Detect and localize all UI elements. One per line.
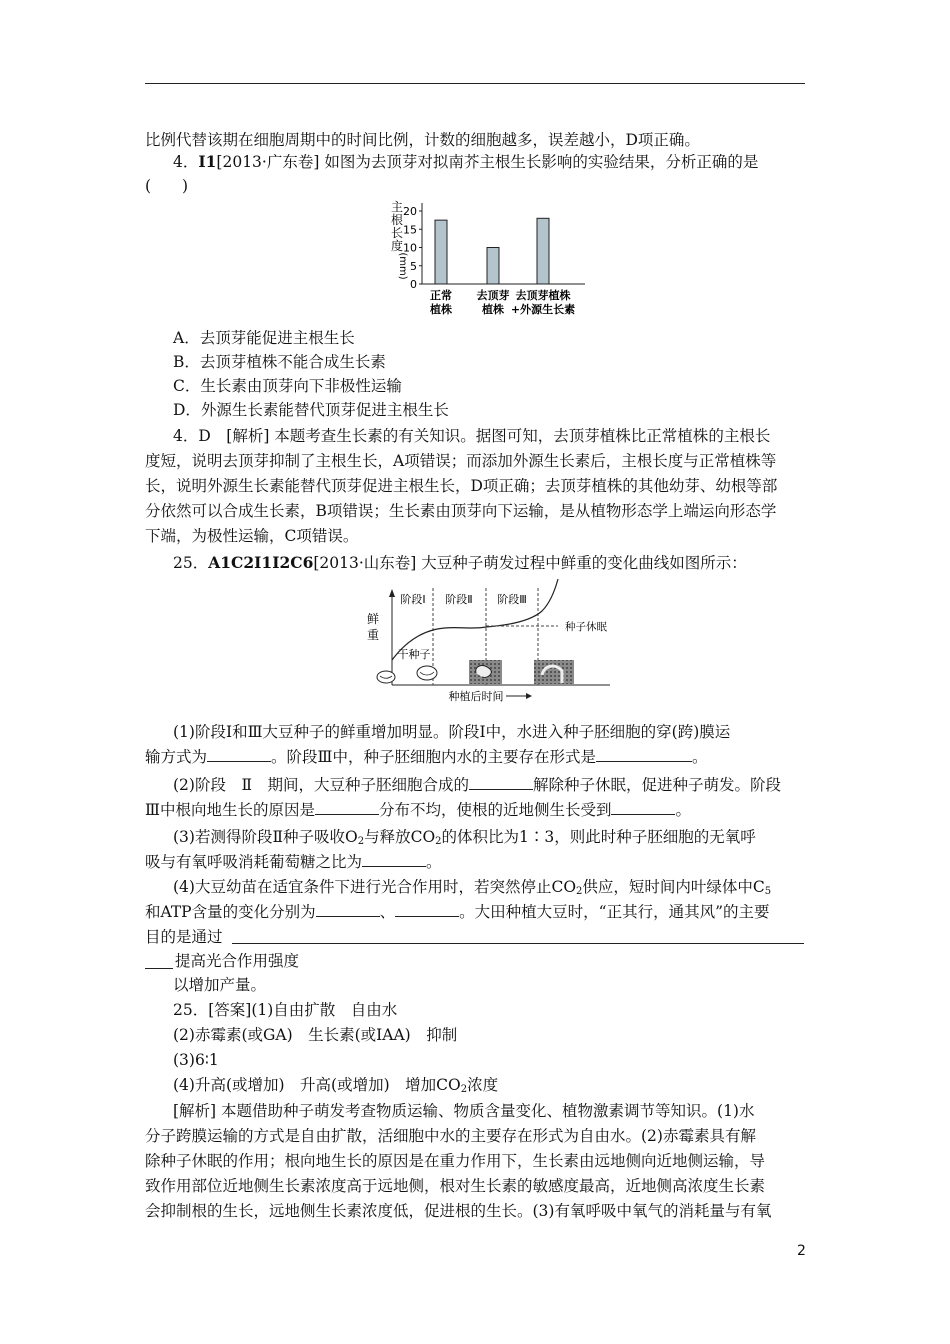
- y-tick-label: 5: [410, 259, 417, 273]
- y-tick-label: 20: [403, 205, 417, 218]
- stage2-label: 阶段Ⅱ: [445, 593, 473, 606]
- subscript: 2: [576, 886, 583, 897]
- category-label: 去顶芽: [476, 289, 510, 302]
- y-axis-arrow: [389, 589, 395, 597]
- page-number: 2: [797, 1243, 806, 1259]
- short-blank[interactable]: [145, 967, 173, 969]
- stage3-label: 阶段Ⅲ: [497, 593, 527, 606]
- text-segment: Ⅲ中根向地生长的原因是: [145, 801, 315, 819]
- text-segment: 与释放CO: [364, 828, 436, 846]
- y-tick-label: 10: [403, 241, 417, 255]
- dry-seed-label: 干种子: [397, 648, 431, 661]
- subscript: 2: [460, 1084, 468, 1095]
- text-segment: (4)升高(或增加) 升高(或增加) 增加CO: [173, 1076, 461, 1094]
- blank[interactable]: [395, 902, 459, 917]
- answer-paren: ( ): [145, 177, 189, 195]
- sub-question-4: [173, 877, 771, 897]
- y-label-char: 根: [390, 213, 404, 227]
- answer-header: 25．[答案](1)自由扩散 自由水: [173, 1001, 398, 1019]
- question-text: [2013·广东卷] 如图为去顶芽对拟南芥主根生长影响的实验结果，分析正确的是: [216, 153, 759, 171]
- header-rule: [145, 83, 805, 84]
- text-line: 比例代替该期在细胞周期中的时间比例，计数的细胞越多，误差越小，D项正确。: [145, 131, 700, 149]
- option-a: A．去顶芽能促进主根生长: [173, 329, 355, 347]
- answer-line: [173, 1075, 498, 1095]
- text-segment: 。: [426, 853, 442, 871]
- sub-question-1: (1)阶段Ⅰ和Ⅲ大豆种子的鲜重增加明显。阶段Ⅰ中，水进入种子胚细胞的穿(跨)膜运: [173, 723, 731, 741]
- long-blank[interactable]: [232, 942, 804, 944]
- category-label: 去顶芽植株: [515, 289, 571, 302]
- dry-seed-icon: [377, 671, 395, 683]
- answer-fill: 提高光合作用强度: [175, 952, 300, 970]
- blank[interactable]: [362, 852, 426, 867]
- sub-question-3: [173, 827, 756, 847]
- seedling-in-soil: [534, 660, 574, 684]
- blank[interactable]: [596, 747, 692, 762]
- stage1-label: 阶段Ⅰ: [400, 593, 426, 606]
- blank[interactable]: [611, 800, 675, 815]
- sub-question-2: [173, 775, 781, 795]
- question-25-header: [173, 553, 747, 573]
- text-segment: 和ATP含量的变化分别为: [145, 903, 316, 921]
- subscript: 5: [764, 886, 772, 897]
- sub-question-4-cont: [145, 902, 770, 922]
- y-label: 重: [366, 628, 380, 642]
- text-segment: 、: [379, 903, 396, 921]
- x-axis-label: 种植后时间: [448, 690, 504, 703]
- y-tick-label: 15: [403, 223, 417, 237]
- sub-question-4-cont: 目的是通过: [145, 928, 223, 946]
- subscript: 2: [357, 836, 365, 847]
- analysis-line: 下端，为极性运输，C项错误。: [145, 527, 359, 545]
- question-code: A1C2I1I2C6: [208, 553, 314, 572]
- analysis-line: 度短，说明去顶芽抑制了主根生长，A项错误；而添加外源生长素后，主根长度与正常植株等: [145, 452, 777, 470]
- y-label-char: 主: [390, 200, 404, 214]
- fresh-weight-curve-chart: [362, 575, 617, 705]
- question-number: 25．: [173, 554, 209, 572]
- analysis-line: 4．D [解析] 本题考查生长素的有关知识。据图可知，去顶芽植株比正常植株的主根长: [173, 427, 771, 445]
- dormant-label: 种子休眠: [565, 621, 607, 633]
- blank[interactable]: [469, 775, 533, 790]
- explanation-line: 会抑制根的生长，远地侧生长素浓度低，促进根的生长。(3)有氧呼吸中氧气的消耗量与有氧: [145, 1202, 772, 1220]
- root-length-bar-chart: [385, 196, 605, 324]
- question-number: 4．: [173, 153, 199, 171]
- blank[interactable]: [315, 800, 379, 815]
- text-segment: 浓度: [467, 1076, 499, 1094]
- y-label: 鲜: [366, 612, 380, 626]
- answer-line: (3)6∶1: [173, 1051, 219, 1069]
- analysis-line: 长，说明外源生长素能替代顶芽促进主根生长，D项正确；去顶芽植株的其他幼芽、幼根等部: [145, 477, 778, 495]
- y-label-char: 长: [390, 226, 404, 240]
- option-b: B．去顶芽植株不能合成生长素: [173, 353, 386, 371]
- text-segment: 的体积比为1∶3，则此时种子胚细胞的无氧呼: [441, 828, 756, 846]
- text-segment: 。大田种植大豆时，“正其行，通其风”的主要: [459, 903, 770, 921]
- explanation-line: 致作用部位近地侧生长素浓度高于远地侧，根对生长素的敏感度最高，近地侧高浓度生长素: [145, 1177, 766, 1195]
- category-label: 植株: [482, 303, 504, 316]
- x-axis-arrow-head: [526, 693, 532, 699]
- category-label: 植株: [430, 303, 452, 316]
- bar: [435, 220, 447, 284]
- swollen-seed-icon: [417, 666, 437, 680]
- question-code: I1: [198, 152, 217, 171]
- text-segment: (2)阶段 Ⅱ 期间，大豆种子胚细胞合成的: [173, 776, 469, 794]
- text-segment: (4)大豆幼苗在适宜条件下进行光合作用时，若突然停止CO: [173, 878, 577, 896]
- explanation-line: [解析] 本题借助种子萌发考查物质运输、物质含量变化、植物激素调节等知识。(1)水: [173, 1102, 755, 1120]
- y-tick-label: 0: [410, 278, 417, 291]
- bar: [487, 248, 499, 285]
- text-segment: 。: [691, 748, 708, 766]
- category-label: 正常: [430, 289, 452, 302]
- bar: [537, 218, 549, 284]
- question-text: [2013·山东卷] 大豆种子萌发过程中鲜重的变化曲线如图所示：: [313, 554, 747, 572]
- blank[interactable]: [207, 747, 271, 762]
- text-segment: 解除种子休眠，促进种子萌发。阶段: [533, 776, 782, 794]
- text-segment: 供应，短时间内叶绿体中C: [582, 878, 765, 896]
- question-4-header: [173, 152, 758, 172]
- sub-question-3-cont: [145, 852, 442, 872]
- text-segment: 吸与有氧呼吸消耗葡萄糖之比为: [145, 853, 363, 871]
- y-label-char: 度: [390, 239, 404, 253]
- y-label-unit: (mm): [397, 252, 408, 280]
- option-c: C．生长素由顶芽向下非极性运输: [173, 377, 402, 395]
- answer-line: (2)赤霉素(或GA) 生长素(或IAA) 抑制: [173, 1026, 458, 1044]
- sub-question-2-cont: [145, 800, 691, 820]
- category-label: +外源生长素: [510, 303, 576, 316]
- analysis-line: 分依然可以合成生长素，B项错误；生长素由顶芽向下运输，是从植物形态学上端运向形态学: [145, 502, 777, 520]
- explanation-line: 分子跨膜运输的方式是自由扩散，活细胞中水的主要存在形式为自由水。(2)赤霉素具有解: [145, 1127, 756, 1145]
- explanation-line: 除种子休眠的作用；根向地生长的原因是在重力作用下，生长素由远地侧向近地侧运输，导: [145, 1152, 766, 1170]
- sub-question-4-end: 以增加产量。: [173, 976, 267, 994]
- sub-question-1-cont: [145, 747, 707, 767]
- text-segment: 输方式为: [145, 748, 208, 766]
- subscript: 2: [435, 836, 442, 847]
- blank[interactable]: [316, 902, 380, 917]
- option-d: D．外源生长素能替代顶芽促进主根生长: [173, 401, 449, 419]
- text-segment: 分布不均，使根的近地侧生长受到: [378, 801, 612, 819]
- text-segment: 。: [675, 801, 691, 819]
- text-segment: (3)若测得阶段Ⅱ种子吸收O: [173, 828, 358, 846]
- text-segment: 。阶段Ⅲ中，种子胚细胞内水的主要存在形式是: [271, 748, 596, 766]
